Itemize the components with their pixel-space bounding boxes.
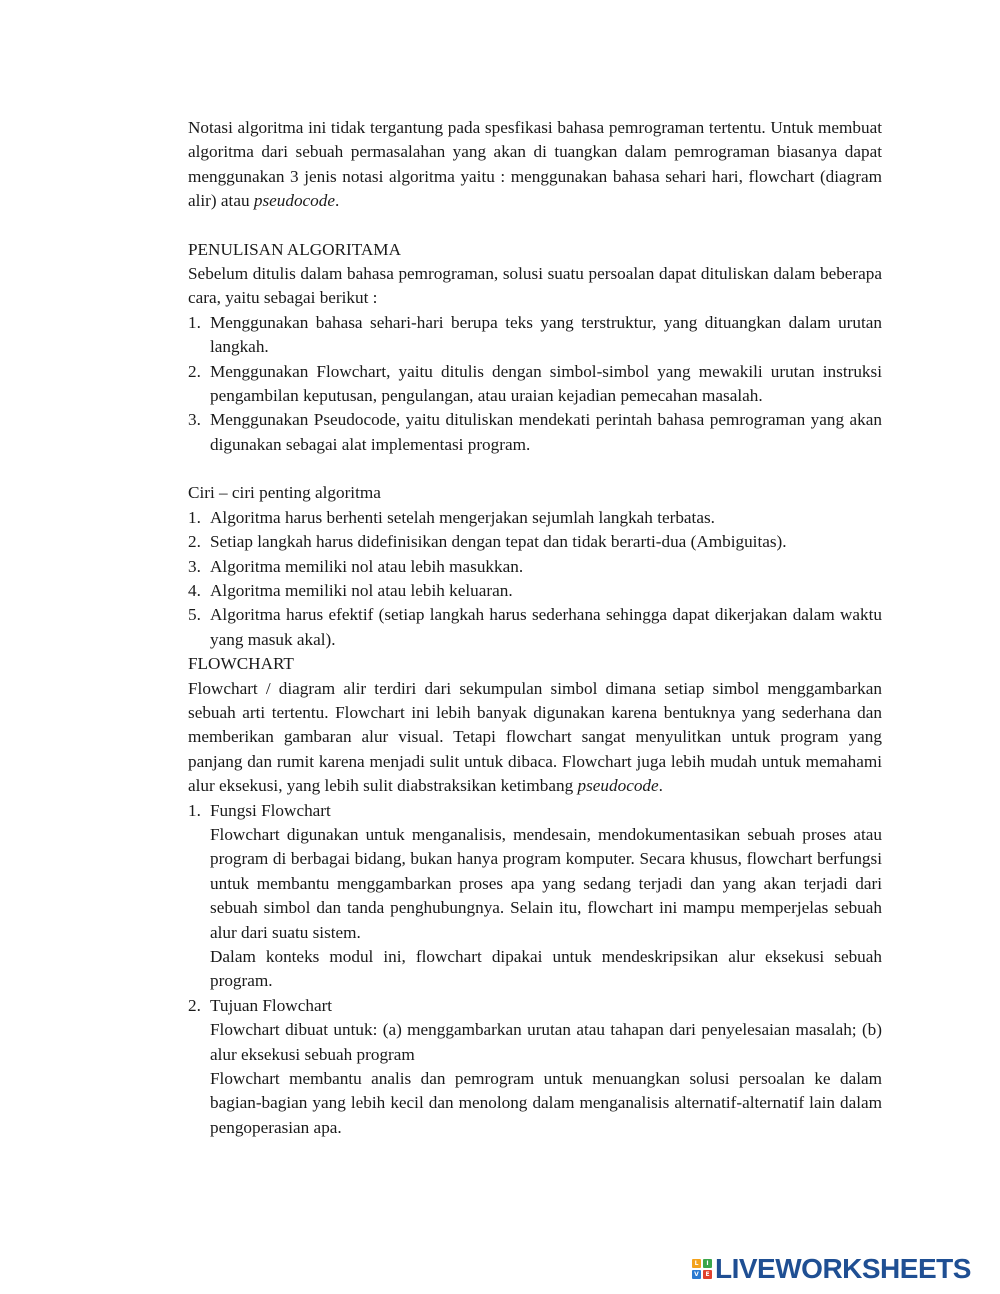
penulisan-list	[188, 311, 882, 457]
tujuan-paragraph-2: Flowchart membantu analis dan pemrogram untuk menuangkan solusi persoalan ke dalam bagian-bagian yang lebih kecil dan menolong dalam menganalisis alternatif-alternatif lain dalam pengoperasian apa.	[210, 1069, 882, 1137]
penulisan-heading: PENULISAN ALGORITAMA	[188, 239, 401, 259]
liveworksheets-logo-icon	[692, 1259, 712, 1279]
list-number: 3.	[188, 410, 201, 430]
list-number: 1.	[188, 800, 201, 820]
flowchart-list	[188, 799, 882, 1141]
ciri-heading: Ciri – ciri penting algoritma	[188, 483, 381, 503]
document-page	[188, 116, 882, 1140]
list-text: Menggunakan Pseudocode, yaitu dituliskan mendekati perintah bahasa pemrograman yang akan digunakan sebagai alat implementasi program.	[210, 410, 882, 454]
ciri-list	[188, 506, 882, 652]
list-number: 4.	[188, 580, 201, 600]
list-number: 2.	[188, 532, 201, 552]
flowchart-intro	[188, 677, 882, 799]
intro-paragraph	[188, 116, 882, 214]
list-text: Setiap langkah harus didefinisikan dengan tepat dan tidak berarti-dua (Ambiguitas).	[210, 532, 787, 552]
logo-mark-l: L	[692, 1259, 701, 1268]
flowchart-intro-end: .	[658, 776, 663, 796]
list-text: Menggunakan bahasa sehari-hari berupa teks yang terstruktur, yang dituangkan dalam urutan langkah.	[210, 312, 882, 357]
intro-text: Notasi algoritma ini tidak tergantung pada spesfikasi bahasa pemrograman tertentu. Untuk membuat algoritma dari sebuah permasalahan yang akan di tuangkan dalam pemrograman biasanya dapat menggunakan 3 jenis notasi algoritma yaitu : menggunakan bahasa sehari hari, flowchart (diagram alir) atau	[188, 118, 882, 211]
list-text: Algoritma memiliki nol atau lebih masukkan.	[210, 556, 524, 576]
flowchart-heading: FLOWCHART	[188, 654, 294, 674]
list-item	[188, 506, 882, 530]
logo-mark-i: I	[703, 1259, 712, 1268]
list-text: Algoritma harus efektif (setiap langkah harus sederhana sehingga dapat dikerjakan dalam waktu yang masuk akal).	[210, 605, 882, 649]
list-item	[188, 408, 882, 457]
list-item	[188, 603, 882, 652]
logo-text: LIVEWORKSHEETS	[715, 1253, 971, 1284]
list-text: Algoritma harus berhenti setelah mengerjakan sejumlah langkah terbatas.	[210, 507, 715, 527]
logo-mark-v: V	[692, 1270, 701, 1279]
list-number: 5.	[188, 605, 201, 625]
tujuan-paragraph-1: Flowchart dibuat untuk: (a) menggambarkan urutan atau tahapan dari penyelesaian masalah; (b) alur eksekusi sebuah program	[210, 1020, 882, 1064]
list-number: 2.	[188, 361, 201, 381]
intro-italic: pseudocode	[253, 191, 335, 211]
list-number: 1.	[188, 507, 201, 527]
list-item	[188, 311, 882, 360]
list-item	[188, 555, 882, 579]
list-text: Menggunakan Flowchart, yaitu ditulis dengan simbol-simbol yang mewakili urutan instruksi pengambilan keputusan, pengulangan, atau uraian kejadian pemecahan masalah.	[210, 361, 882, 406]
fungsi-paragraph-2: Dalam konteks modul ini, flowchart dipakai untuk mendeskripsikan alur eksekusi sebuah program.	[210, 947, 882, 991]
tujuan-item	[188, 994, 882, 1140]
logo-mark-e: E	[703, 1270, 712, 1279]
list-item	[188, 530, 882, 554]
list-number: 3.	[188, 556, 201, 576]
list-text: Algoritma memiliki nol atau lebih keluaran.	[210, 580, 513, 600]
list-number: 2.	[188, 995, 201, 1015]
list-number: 1.	[188, 312, 201, 332]
list-item	[188, 579, 882, 603]
tujuan-title: Tujuan Flowchart	[210, 995, 333, 1015]
fungsi-paragraph-1: Flowchart digunakan untuk menganalisis, mendesain, mendokumentasikan sebuah proses atau program di berbagai bidang, bukan hanya program komputer. Secara khusus, flowchart berfungsi untuk membantu menggambarkan proses apa yang sedang terjadi dan yang akan terjadi dari sebuah simbol dan tanda penghubungnya. Selain itu, flowchart ini mampu memperjelas sebuah alur dari suatu sistem.	[210, 824, 882, 942]
flowchart-intro-italic: pseudocode	[577, 776, 659, 796]
flowchart-intro-text: Flowchart / diagram alir terdiri dari sekumpulan simbol dimana setiap simbol menggambarkan sebuah arti tertentu. Flowchart ini lebih banyak digunakan karena bentuknya yang sederhana dan memberikan gambaran alur visual. Tetapi flowchart sangat menyulitkan untuk program yang panjang dan rumit karena menjadi sulit untuk dibaca. Flowchart juga lebih mudah untuk memahami alur eksekusi, yang lebih sulit diabstraksikan ketimbang	[188, 678, 882, 796]
list-item	[188, 360, 882, 409]
intro-end: .	[335, 191, 340, 211]
fungsi-item	[188, 799, 882, 994]
penulisan-intro: Sebelum ditulis dalam bahasa pemrograman, solusi suatu persoalan dapat dituliskan dalam beberapa cara, yaitu sebagai berikut :	[188, 264, 882, 308]
fungsi-title: Fungsi Flowchart	[210, 800, 331, 820]
liveworksheets-logo	[692, 1254, 971, 1284]
